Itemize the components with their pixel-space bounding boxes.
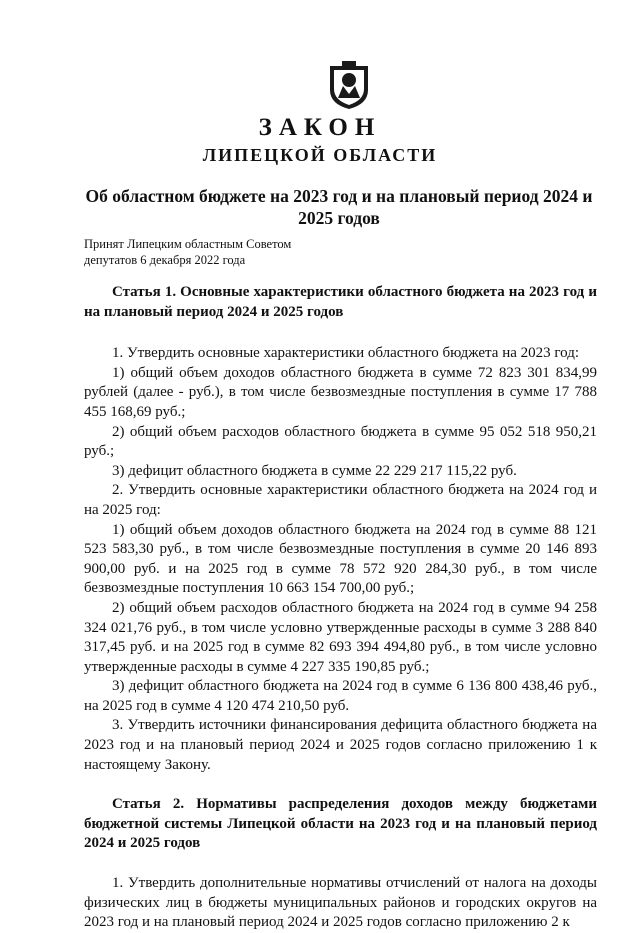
article-2-heading: Статья 2. Нормативы распределения доходов между бюджетами бюджетной системы Липецкой области на 2023 год и на плановый период 2024 и 2025 годов xyxy=(84,796,597,852)
paragraph: 1) общий объем доходов областного бюджета на 2024 год в сумме 88 121 523 583,30 руб., в том числе безвозмездные поступления в сумме 20 146 893 900,00 руб. и на 2025 год в сумме 78 572 920 284,30 руб., в том числе безвозмездные поступления 10 663 154 700,00 руб.; xyxy=(84,521,597,597)
region-heading: ЛИПЕЦКОЙ ОБЛАСТИ xyxy=(202,145,438,165)
paragraph: 2) общий объем расходов областного бюджета в сумме 95 052 518 950,21 руб.; xyxy=(84,423,597,460)
adoption-line-2: депутатов 6 декабря 2022 года xyxy=(84,253,246,267)
document-body xyxy=(84,283,597,933)
paragraph: 1. Утвердить дополнительные нормативы отчислений от налога на доходы физических лиц в бюджеты муниципальных районов и городских округов на 2023 год и на плановый период 2024 и 2025 годов согласно приложению 2 к xyxy=(84,875,597,931)
adoption-note xyxy=(84,236,334,268)
paragraph: 3. Утвердить источники финансирования дефицита областного бюджета на 2023 год и на плановый период 2024 и 2025 годов согласно приложению 1 к настоящему Закону. xyxy=(84,717,597,773)
document-title: Об областном бюджете на 2023 год и на плановый период 2024 и 2025 годов xyxy=(85,186,593,228)
paragraph: 1. Утвердить основные характеристики областного бюджета на 2023 год: xyxy=(112,345,580,362)
paragraph: 2. Утвердить основные характеристики областного бюджета на 2024 год и на 2025 год: xyxy=(84,482,597,518)
coat-of-arms-emblem xyxy=(326,60,372,110)
paragraph: 3) дефицит областного бюджета на 2024 год в сумме 6 136 800 438,46 руб., на 2025 год в сумме 4 120 474 210,50 руб. xyxy=(84,678,597,714)
paragraph: 2) общий объем расходов областного бюджета на 2024 год в сумме 94 258 324 021,76 руб., в том числе условно утвержденные расходы в сумме 3 288 840 317,45 руб. и на 2025 год в сумме 82 693 394 494,80 руб., в том числе условно утвержденные расходы в сумме 4 227 335 190,85 руб.; xyxy=(84,599,597,675)
paragraph: 3) дефицит областного бюджета в сумме 22 229 217 115,22 руб. xyxy=(112,462,517,479)
law-heading: ЗАКОН xyxy=(258,114,382,141)
article-1-heading: Статья 1. Основные характеристики областного бюджета на 2023 год и на плановый период 2024 и 2025 годов xyxy=(84,284,597,320)
adoption-line-1: Принят Липецким областным Советом xyxy=(84,237,292,251)
paragraph: 1) общий объем доходов областного бюджета в сумме 72 823 301 834,99 рублей (далее - руб.), в том числе безвозмездные поступления в сумме 17 788 455 168,69 руб.; xyxy=(84,364,597,420)
